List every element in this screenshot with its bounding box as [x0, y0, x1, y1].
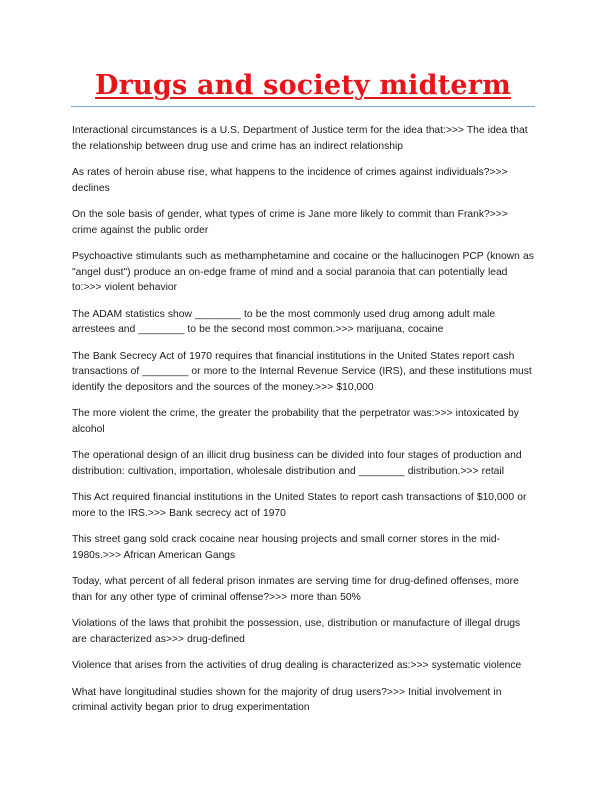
page-title: Drugs and society midterm: [95, 70, 511, 101]
question-item: The more violent the crime, the greater the probability that the perpetrator was:>>> intoxicated by alcohol: [72, 408, 519, 436]
question-item: The Bank Secrecy Act of 1970 requires that financial institutions in the United States report cash transactions of ________ or more to the Internal Revenue Service (IRS), and these institutions must identify the depositors and the sources of the money.>>> $10,000: [72, 350, 532, 394]
question-item: Psychoactive stimulants such as methamphetamine and cocaine or the hallucinogen PCP (known as "angel dust") produce an on-edge frame of mind and a social paranoia that can potentially lead to:>>> violent behavior: [72, 251, 534, 294]
question-item: This Act required financial institutions in the United States to report cash transactions of $10,000 or more to the IRS.>>> Bank secrecy act of 1970: [72, 492, 527, 520]
question-item: This street gang sold crack cocaine near housing projects and small corner stores in the mid-1980s.>>> African American Gangs: [72, 534, 501, 562]
question-item: What have longitudinal studies shown for the majority of drug users?>>> Initial involvement in criminal activity began prior to drug experimentation: [72, 686, 502, 714]
question-item: Interactional circumstances is a U.S. Department of Justice term for the idea that:>>> The idea that the relationship between drug use and crime has an indirect relationship: [72, 125, 528, 152]
title-divider: [71, 106, 535, 107]
question-item: Violence that arises from the activities of drug dealing is characterized as:>>> systematic violence: [72, 660, 522, 672]
question-item: Violations of the laws that prohibit the possession, use, distribution or manufacture of illegal drugs are characterized as>>> drug-defined: [72, 618, 521, 646]
question-item: The ADAM statistics show ________ to be the most commonly used drug among adult male arrestees and ________ to be the second most common.>>> marijuana, cocaine: [72, 308, 496, 336]
question-list: [72, 123, 534, 727]
question-item: As rates of heroin abuse rise, what happens to the incidence of crimes against individuals?>>> declines: [72, 167, 508, 194]
question-item: On the sole basis of gender, what types of crime is Jane more likely to commit than Frank?>>> crime against the public order: [72, 209, 508, 236]
question-item: The operational design of an illicit drug business can be divided into four stages of production and distribution: cultivation, importation, wholesale distribution and ________ distribution.>>> retail: [72, 450, 522, 478]
question-item: Today, what percent of all federal prison inmates are serving time for drug-defined offenses, more than for any other type of criminal offense?>>> more than 50%: [72, 576, 519, 604]
